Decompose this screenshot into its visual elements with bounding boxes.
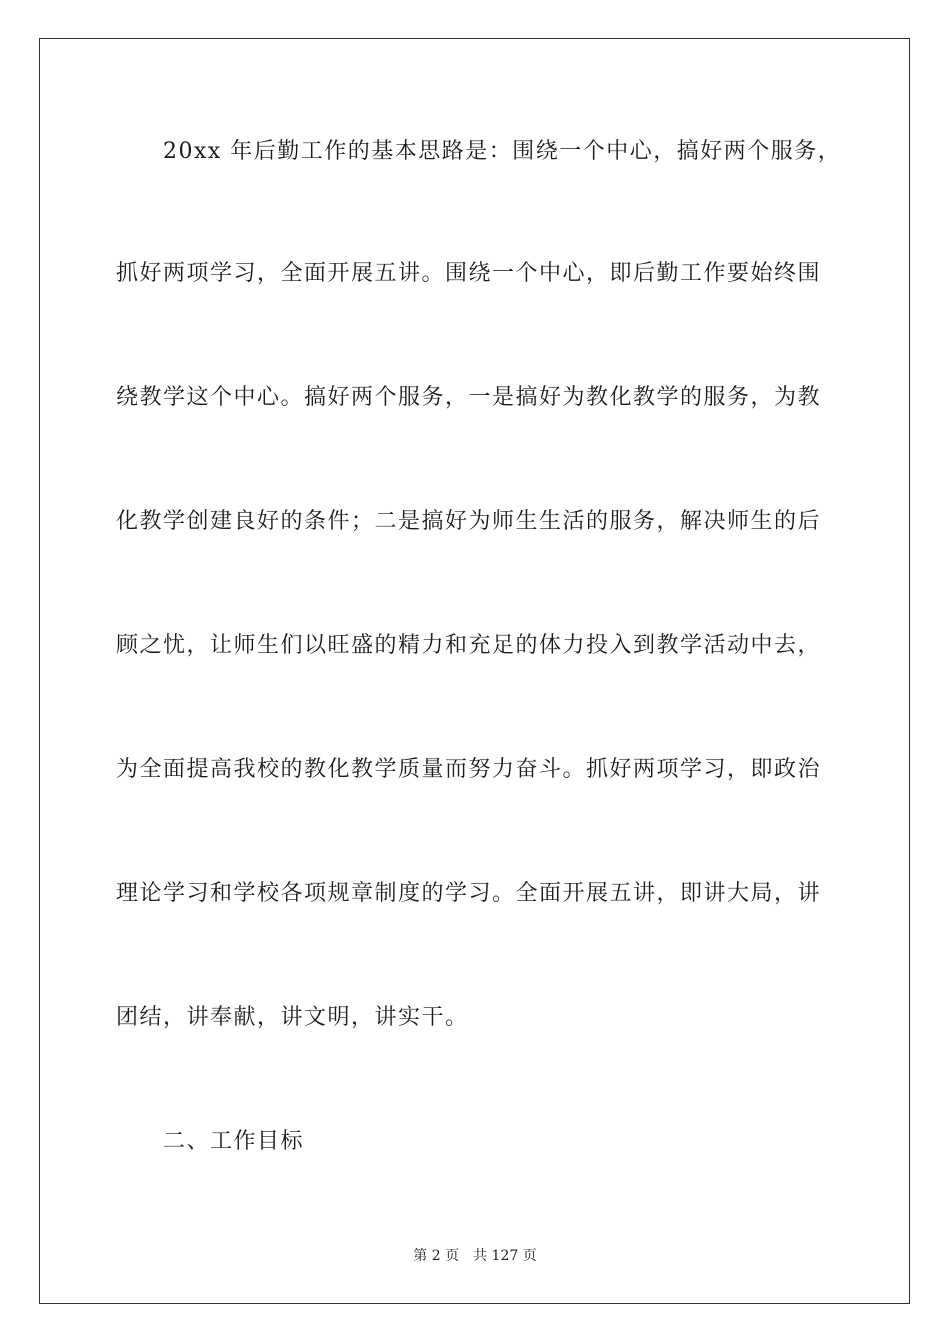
- page-footer: [0, 1247, 950, 1265]
- body-text-line-5: 顾之忧，让师生们以旺盛的精力和充足的体力投入到教学活动中去，: [116, 633, 822, 658]
- body-text-line-3: 绕教学这个中心。搞好两个服务，一是搞好为教化教学的服务，为教: [116, 385, 822, 410]
- body-text-line-4: 化教学创建良好的条件；二是搞好为师生生活的服务，解决师生的后: [116, 509, 822, 534]
- body-text-line-2: 抓好两项学习，全面开展五讲。围绕一个中心，即后勤工作要始终围: [116, 261, 822, 286]
- section-heading: 二、工作目标: [163, 1129, 305, 1154]
- body-text-line-8: 团结，讲奉献，讲文明，讲实干。: [116, 1005, 469, 1030]
- page-number: 第 2 页: [413, 1248, 460, 1264]
- body-text-line-7: 理论学习和学校各项规章制度的学习。全面开展五讲，即讲大局，讲: [116, 881, 822, 906]
- body-text-line-6: 为全面提高我校的教化教学质量而努力奋斗。抓好两项学习，即政治: [116, 757, 822, 782]
- body-text-line-1: 20xx 年后勤工作的基本思路是：围绕一个中心，搞好两个服务，: [163, 139, 842, 164]
- page-total: 共 127 页: [473, 1248, 537, 1264]
- page-frame: [39, 38, 910, 1304]
